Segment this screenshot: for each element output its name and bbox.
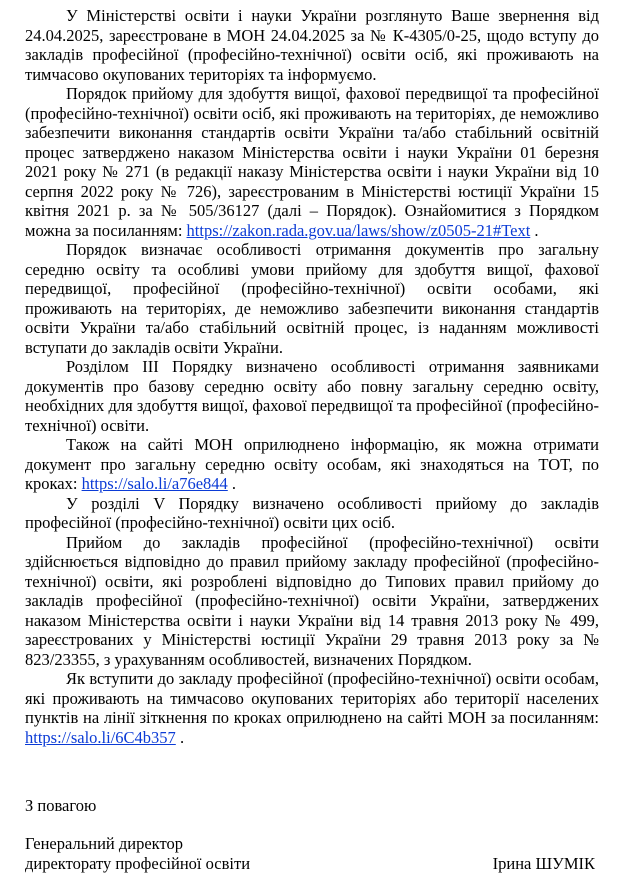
- zakon-rada-link[interactable]: https://zakon.rada.gov.ua/laws/show/z0505-21#Text: [186, 220, 531, 240]
- paragraph-how-to-enroll-end: .: [175, 727, 185, 747]
- paragraph-mon-info-text: Також на сайті МОН оприлюднено інформацію, як можна отримати документ про загальну середню освіту особам, які знаходяться на ТОТ, по кроках:: [25, 435, 599, 493]
- paragraph-mon-info: [25, 435, 599, 494]
- paragraph-section-5: У розділі V Порядку визначено особливості прийому до закладів професійної (професійно-технічної) освіти цих осіб.: [25, 493, 599, 532]
- paragraph-procedure-text: Порядок прийому для здобуття вищої, фахової передвищої та професійної (професійно-технічної) освіти осіб, які проживають на територіях, де неможливо забезпечити виконання стандартів освіти України та/або стабільний освітній процес затверджено наказом Міністерства освіти і науки України 01 березня 2021 року № 271 (в редакції наказу Міністерства освіти і науки України від 10 серпня 2022 року № 726), зареєстрованим в Міністерстві юстиції України 15 квітня 2021 р. за № 505/36127 (далі – Порядок). Ознайомитися з Порядком можна за посиланням:: [25, 84, 599, 240]
- signature-position-line1: Генеральний директор: [25, 834, 183, 853]
- paragraph-procedure-end: .: [530, 220, 539, 240]
- signatory-name: Ірина ШУМІК: [492, 853, 595, 873]
- paragraph-how-to-enroll-text: Як вступити до закладу професійної (професійно-технічної) освіти особам, які проживають на тимчасово окупованих територіях або території населених пунктів на лінії зіткнення по кроках оприлюднено на сайті МОН за посиланням:: [25, 669, 599, 727]
- paragraph-procedure: [25, 84, 599, 240]
- paragraph-section-3: Розділом ІІІ Порядку визначено особливості отримання заявниками документів про базову середню освіту або повну загальну середню освіту, необхідних для здобуття вищої, фахової передвищої та професійної (професійно-технічної) освіти.: [25, 357, 599, 435]
- salo-link-enrollment[interactable]: https://salo.li/6C4b357: [25, 727, 176, 747]
- closing-phrase: З повагою: [25, 796, 97, 815]
- paragraph-how-to-enroll: [25, 669, 599, 747]
- signature-block: [25, 834, 595, 873]
- paragraph-procedure-scope: Порядок визначає особливості отримання документів про загальну середню освіту та особливі умови прийому для здобуття вищої, фахової передвищої, професійної (професійно-технічної) освіти особами, які проживають на територіях, де неможливо забезпечити виконання стандартів освіти України та/або стабільний освітній процес, із наданням можливості вступати до закладів освіти України.: [25, 240, 599, 357]
- letter-body: [25, 6, 599, 747]
- paragraph-admission-rules: Прийом до закладів професійної (професійно-технічної) освіти здійснюється відповідно до правил прийому закладу професійної (професійно-технічної) освіти, які розроблені відповідно до Типових правил прийому до закладів професійної (професійно-технічної) освіти України, затверджених наказом Міністерства освіти і науки України від 14 травня 2013 року № 499, зареєстрованих у Міністерстві юстиції України 29 травня 2013 року за № 823/23355, з урахуванням особливостей, визначених Порядком.: [25, 532, 599, 669]
- salo-link-documents[interactable]: https://salo.li/a76e844: [81, 474, 228, 493]
- paragraph-mon-info-end: .: [227, 474, 237, 493]
- signature-position-line2: директорату професійної освіти: [25, 853, 251, 873]
- paragraph-intro: У Міністерстві освіти і науки України розглянуто Ваше звернення від 24.04.2025, зареєстроване в МОН 24.04.2025 за № К-4305/0-25, щодо вступу до закладів професійної (професійно-технічної) освіти осіб, які проживають на тимчасово окупованих територіях та інформуємо.: [25, 6, 599, 84]
